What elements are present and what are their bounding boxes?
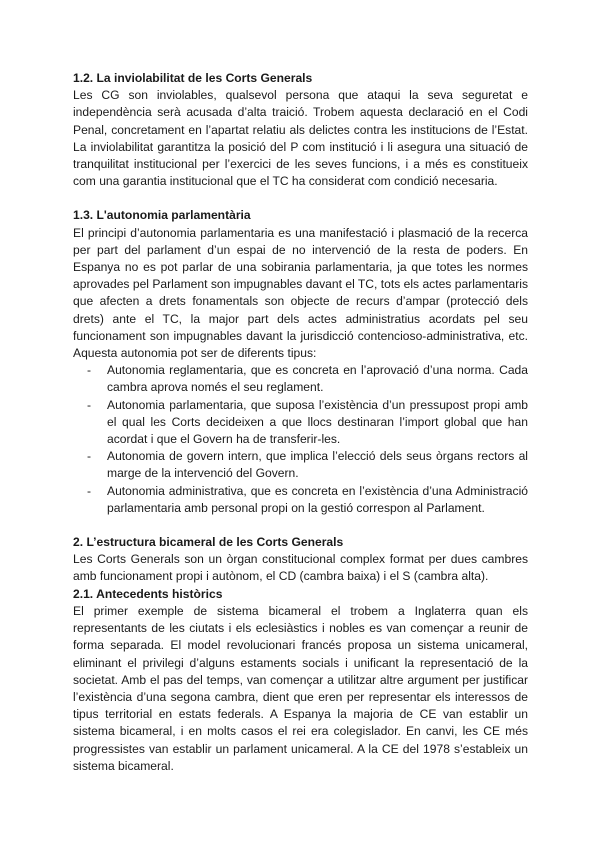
section-heading-autonomia: 1.3. L'autonomia parlamentària — [73, 208, 251, 223]
paragraph-antecedents: El primer exemple de sistema bicameral el trobem a Inglaterra quan els representants de les ciutats i els eclesiàstics i nobles es van començar a reunir de forma separada. El model revolucionari francés proposa un sistema unicameral, eliminant el privilegi d’alguns estaments socials i unificant la representació de la societat. Amb el pas del temps, van començar a utilitzar altre argument per justificar l’existència d’una segona cambra, dient que eren per representar els interessos de tipus territorial en estats federals. A Espanya la majoria de CE van establir un sistema bicameral, i en molts casos el rei era colegislador. En canvi, les CE més progressistes van establir un parlament unicameral. A la CE del 1978 s’estableix un sistema bicameral. — [73, 603, 528, 773]
bullet-dash: - — [87, 397, 92, 412]
bullet-dash: - — [87, 483, 92, 498]
section-heading-inviolabilitat: 1.2. La inviolabilitat de les Corts Generals — [73, 71, 313, 85]
bullet-dash: - — [87, 363, 92, 378]
list-item-text: Autonomia de govern intern, que implica l’elecció dels seus òrgans rectors al marge de la intervenció del Govern. — [107, 449, 528, 481]
paragraph-estructura-bicameral: Les Corts Generals son un òrgan constitucional complex format per dues cambres amb funcionament propi i autònom, el CD (cambra baixa) i el S (cambra alta). — [73, 552, 528, 584]
document-page — [73, 70, 528, 775]
paragraph-inviolabilitat: Les CG son inviolables, qualsevol persona que ataqui la seva seguretat e independència serà acusada d’alta traició. Trobem aquesta declaració en el Codi Penal, concretament en l’apartat relatiu als delictes contra les institucions de l’Estat. La inviolabilitat garantitza la posició del P com institució i li asegura una situació de tranquilitat institucional per l’exercici de les seves funcions, i a més es constitueix com una garantia institucional que el TC ha considerat com condició necesaria. — [73, 88, 528, 189]
autonomia-types-list — [73, 362, 528, 517]
section-heading-estructura-bicameral: 2. L’estructura bicameral de les Corts Generals — [73, 535, 344, 550]
section-heading-antecedents: 2.1. Antecedents històrics — [73, 586, 223, 601]
list-item — [73, 397, 528, 449]
list-item — [73, 448, 528, 482]
paragraph-autonomia: El principi d’autonomia parlamentaria es una manifestació i plasmació de la recerca per part del parlament d’un espai de no intervenció de la resta de poders. En Espanya no es pot parlar de una sobirania parlamentaria, ja que totes les normes aprovades pel Parlament son impugnables davant el TC, tots els actes parlamentaris que afecten a drets fonamentals son objecte de recurs d’ampar (protecció dels drets) ante el TC, la major part dels actes administratius acordats pel seu funcionament son impugnables davant la jurisdicció contencioso-administrativa, etc. Aquesta autonomia pot ser de diferents tipus: — [73, 225, 528, 361]
list-item — [73, 362, 528, 396]
spacer — [73, 190, 528, 207]
list-item-text: Autonomia administrativa, que es concreta en l’existència d’una Administració parlamentaria amb personal propi on la gestió correspon al Parlament. — [107, 483, 528, 515]
list-item-text: Autonomia parlamentaria, que suposa l’existència d’un pressupost propi amb el qual les Corts decideixen a que llocs destinaran l’import global que han acordat i que el Govern ha de transferir-les. — [107, 397, 528, 447]
list-item-text: Autonomia reglamentaria, que es concreta en l’aprovació d’una norma. Cada cambra aprova només el seu reglament. — [107, 363, 528, 395]
bullet-dash: - — [87, 449, 92, 464]
spacer — [73, 517, 528, 534]
list-item — [73, 483, 528, 517]
